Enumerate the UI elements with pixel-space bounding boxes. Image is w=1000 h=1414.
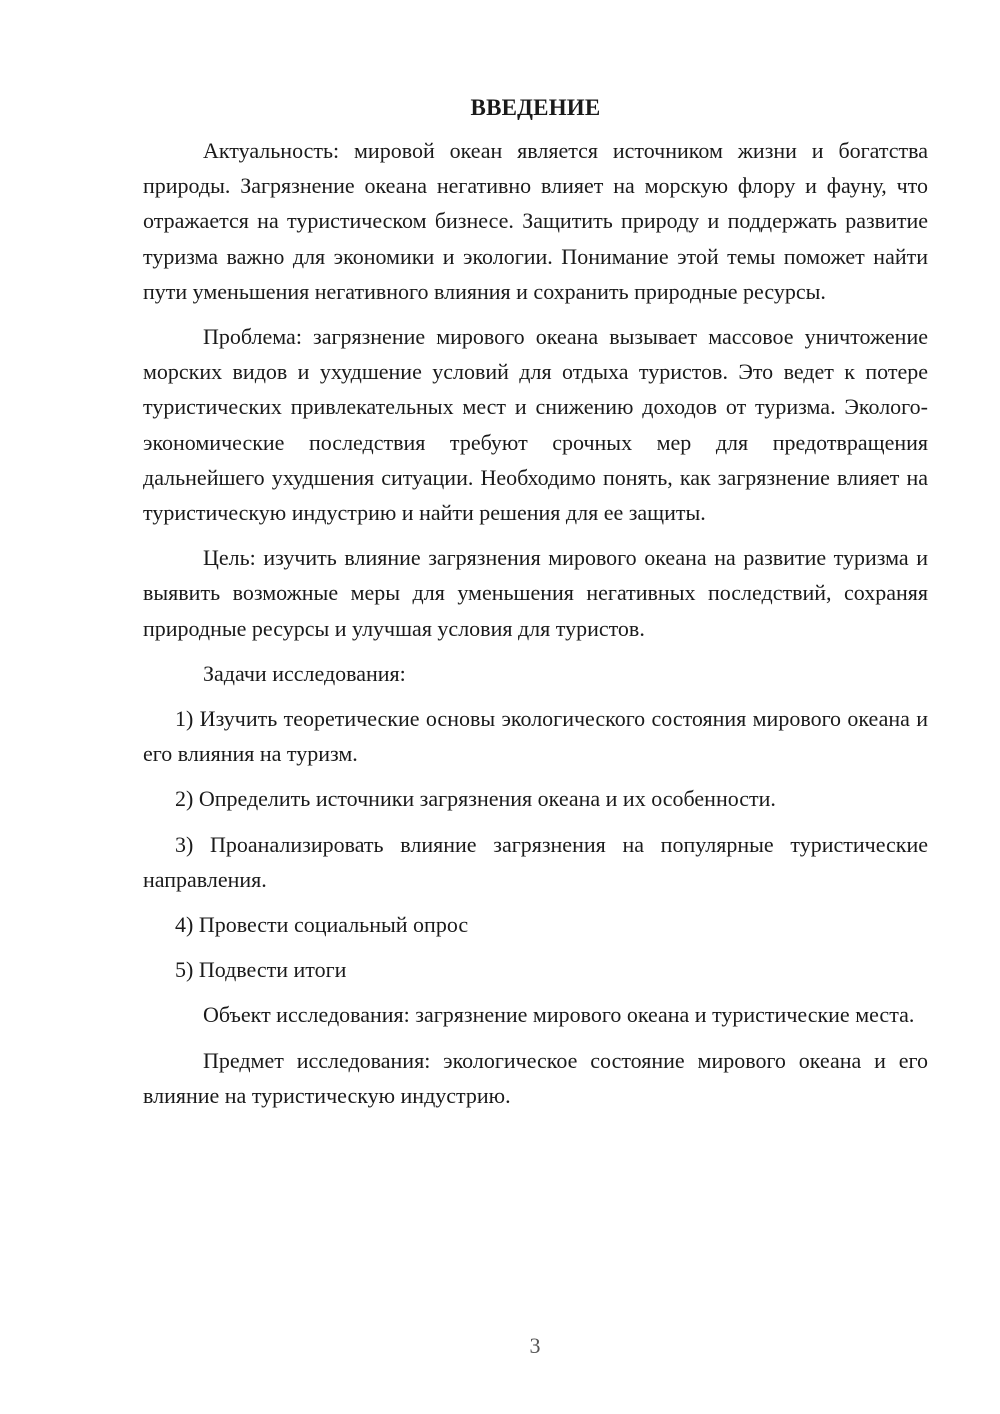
object-paragraph: Объект исследования: загрязнение мирового океана и туристические места. — [203, 1002, 915, 1028]
task-item-1: 1) Изучить теоретические основы экологического состояния мирового океана и его влияния на туризм. — [143, 706, 928, 767]
subject-paragraph: Предмет исследования: экологическое состояние мирового океана и его влияние на туристическую индустрию. — [143, 1047, 928, 1108]
goal-paragraph: Цель: изучить влияние загрязнения мирового океана на развитие туризма и выявить возможные меры для уменьшения негативных последствий, сохраняя природные ресурсы и улучшая условия для туристов. — [143, 545, 928, 641]
task-item-2: 2) Определить источники загрязнения океана и их особенности. — [175, 786, 776, 812]
page-number: 3 — [529, 1333, 541, 1358]
section-title: ВВЕДЕНИЕ — [470, 95, 601, 120]
problem-paragraph: Проблема: загрязнение мирового океана вызывает массовое уничтожение морских видов и ухудшение условий для отдыха туристов. Это ведет к потере туристических привлекательных мест и снижению доходов от туризма. Эколого-экономические последствия требуют срочных мер для предотвращения дальнейшего ухудшения ситуации. Необходимо понять, как загрязнение влияет на туристическую индустрию и найти решения для ее защиты. — [143, 324, 928, 526]
task-item-5: 5) Подвести итоги — [175, 957, 347, 983]
tasks-heading: Задачи исследования: — [203, 660, 406, 686]
relevance-paragraph: Актуальность: мировой океан является источником жизни и богатства природы. Загрязнение океана негативно влияет на морскую флору и фауну, что отражается на туристическом бизнесе. Защитить природу и поддержать развитие туризма важно для экономики и экологии. Понимание этой темы поможет найти пути уменьшения негативного влияния и сохранить природные ресурсы. — [143, 138, 928, 304]
task-item-4: 4) Провести социальный опрос — [175, 912, 469, 938]
document-page — [143, 90, 928, 1113]
task-item-3: 3) Проанализировать влияние загрязнения на популярные туристические направления. — [143, 831, 928, 892]
